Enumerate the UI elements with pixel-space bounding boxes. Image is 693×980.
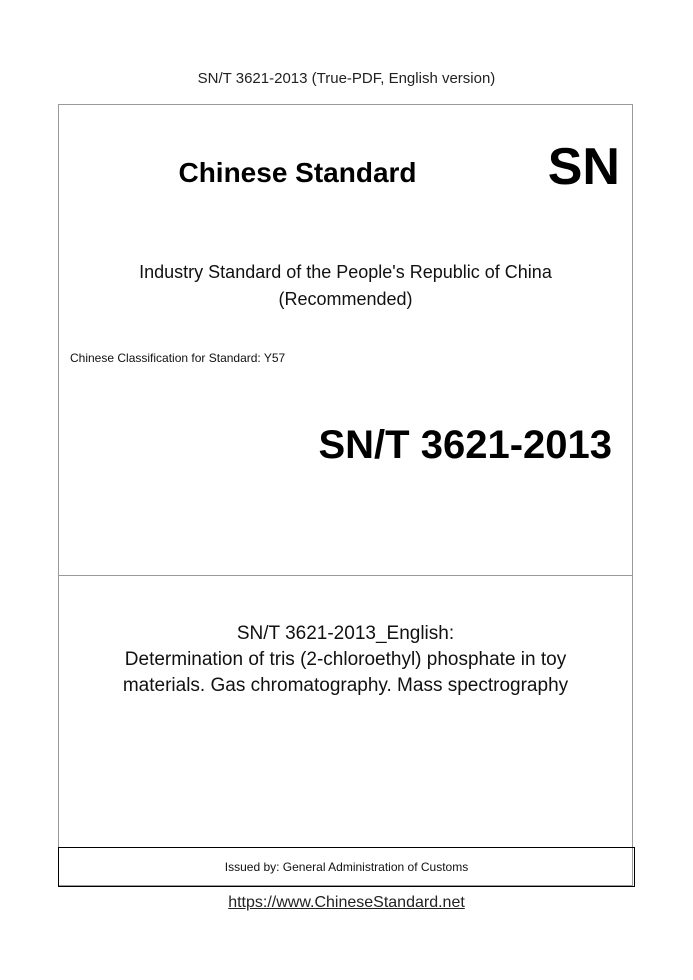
description-line-2: Determination of tris (2-chloroethyl) phosphate in toy: [124, 649, 567, 670]
footer: [0, 894, 693, 912]
industry-line-2: (Recommended): [278, 289, 413, 309]
industry-line-1: Industry Standard of the People's Republic of China: [139, 262, 552, 282]
description-line-3: materials. Gas chromatography. Mass spectrography: [122, 675, 569, 696]
brand-mark-sn: SN: [547, 138, 620, 196]
issuer-box: [58, 847, 635, 887]
industry-standard-heading: [59, 259, 632, 313]
document-header-title: SN/T 3621-2013 (True-PDF, English version): [197, 70, 496, 87]
brand-title: Chinese Standard: [178, 157, 417, 188]
section-divider: [59, 575, 632, 576]
issuer-text: Issued by: General Administration of Customs: [224, 860, 469, 874]
cover-frame: [58, 104, 633, 886]
classification-label: Chinese Classification for Standard: Y57: [70, 351, 286, 365]
standard-description: [59, 621, 632, 699]
website-link[interactable]: https://www.ChineseStandard.net: [228, 894, 465, 911]
description-line-1: SN/T 3621-2013_English:: [236, 623, 455, 644]
standard-number: SN/T 3621-2013: [318, 423, 612, 467]
